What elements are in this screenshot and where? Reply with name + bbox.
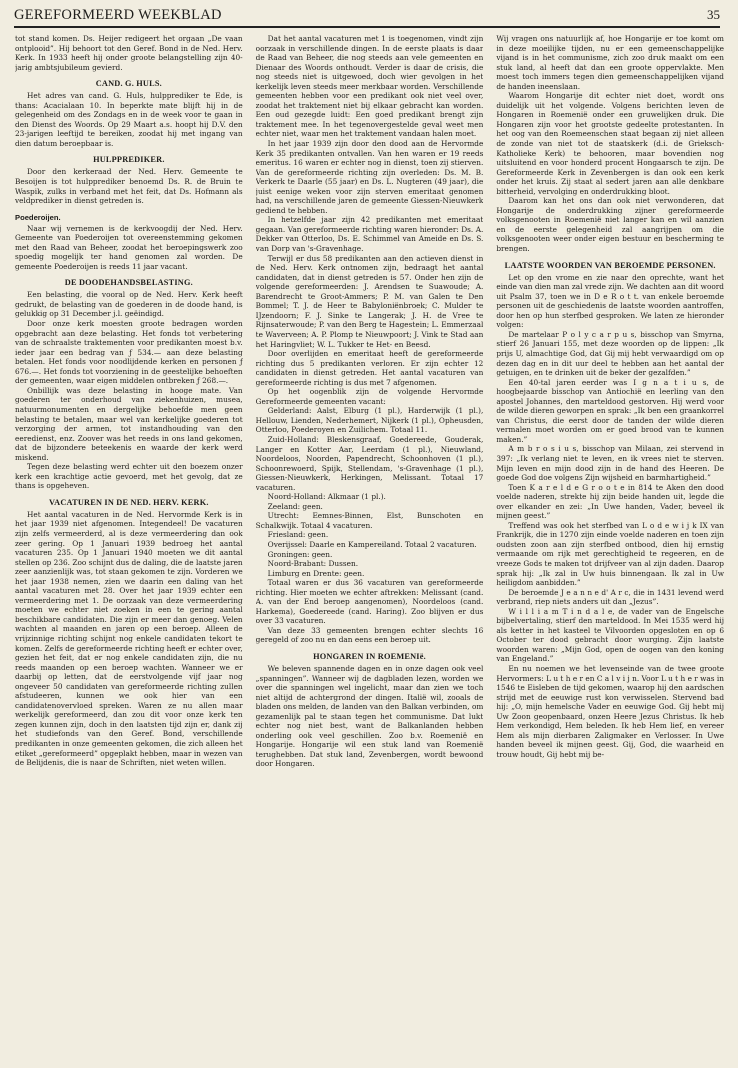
paragraph: Onbillijk was deze belasting in hooge mate. Van goederen ter onderhoud van ziekenhuizen, musea, natuurmonumenten en dergelijke behoefde men geen belasting te betalen, maar wel van kerkelijke goederen tot verzorging der armen, tot instandhouding van den eeredienst, enz. Zoover was het reeds in ons land gekomen, dat de bijzondere beteekenis en waarde der kerk werd miskend. bbox=[15, 385, 243, 462]
paragraph: Terwijl er dus 58 predikanten aan den actieven dienst in de Ned. Herv. Kerk ontnomen zijn, bedraagt het aantal candidaten, dat in dienst getreden is 57. Onder hen zijn de volgende gereformeerden: J. Arendsen te Suawoude; A. Barendrecht te Groot-Ammers; P. M. van Galen te Den Bommel; T. J. de Heer te Babyloniënbroek; C. Mulder te IJzendoorn; F. J. Sinke te Langerak; J. H. de Vree te Rijnsaterwoude; P. van den Berg te Hagestein; L. Emmerzaal te Waverveen; A. P. Plomp te Nieuwpoort; J. Vink te Stad aan het Haringvliet; W. L. Tukker te Het- en Beesd. bbox=[255, 253, 484, 349]
paragraph: Let op den vrome en zie naar den oprechte, want het einde van dien man zal vrede zijn. We dachten aan dit woord uit Psalm 37, toen we in D e R o t t. van enkele beroemde personen uit de geschiedenis de laatste woorden aantroffen, door hen op hun sterfbed gesproken. We laten ze hieronder volgen: bbox=[496, 272, 725, 330]
paragraph: Zeeland: geen. bbox=[267, 501, 323, 511]
section-subheading: Poederoijen. bbox=[15, 212, 61, 222]
paragraph: Naar wij vernemen is de kerkvoogdij der Ned. Herv. Gemeente van Poederoijen tot overeenstemming gekomen met den Raad van Beheer, zoodat het beroepingswerk zoo spoedig mogelijk ter hand genomen zal worden. De gemeente Poederoijen is reeds 11 jaar vacant. bbox=[15, 223, 243, 271]
paragraph: Overijssel: Daarle en Kampereiland. Totaal 2 vacaturen. bbox=[267, 539, 477, 549]
section-heading: HULPPREDIKER. bbox=[93, 155, 165, 165]
paragraph: Een 40-tal jaren eerder was I g n a t i u s, de hoogbejaarde bisschop van Antiochië en leerling van den apostel Johannes, den marteldood gestorven. Hij werd voor de wilde dieren geworpen en sprak: „Ik ben een graankorrel van Christus, die eerst door de tanden der wilde dieren vermalen moet worden om er goed brood van te kunnen maken.” bbox=[496, 377, 725, 444]
section-heading: HONGAREN IN ROEMENIë. bbox=[313, 652, 426, 661]
paragraph: Friesland: geen. bbox=[267, 530, 329, 540]
paragraph: En nu noemen we het levenseinde van de twee groote Hervormers: L u t h e r en C a l v i j n. Voor L u t h e r was in 1546 te Eisleben de tijd gekomen, waarop hij den aardschen strijd met de eeuwige rust kon verwisselen. Stervend bad hij: „O, mijn hemelsche Vader en eeuwige God. Gij hebt mij Uw Zoon geopenbaard, onzen Heere Jezus Christus. Ik heb Hem verkondigd, Hem beleden. Ik heb Hem lief, en vereer Hem als mijn dierbaren Zaligmaker en Verlosser. In Uwe handen beveel ik mijnen geest. Gij, God, die waarheid en trouw houdt, Gij hebt mij be- bbox=[496, 664, 725, 759]
paragraph: Wij vragen ons natuurlijk af, hoe Hongarije er toe komt om in deze moeilijke tijden, nu er een gemeenschappelijke vijand is in het communisme, zich zoo druk maakt om een stuk land, al heeft dat dan een groote oppervlakte. Men moest toch immers tegen dien gemeenschappelijken vijand de handen ineenslaan. bbox=[496, 34, 725, 91]
paragraph: We beleven spannende dagen en in onze dagen ook veel „spanningen”. Wanneer wij de dagbladen lezen, worden we over die spanningen wel ingelicht, maar dan zien we toch niet altijd de achtergrond der dingen. Italië wil, zooals de bladen ons melden, de landen van den Balkan verbinden, om gezamenlijk pal te staan tegen het communisme. Dat lukt echter nog niet best, want de Balkanlanden hebben onderling ook veel geschillen. Zoo b.v. Roemenië en Hongarije. Hongarije wil een stuk land van Roemenië terughebben. Dat stuk land, Zevenbergen, wordt bewoond door Hongaren. bbox=[255, 664, 484, 769]
paragraph: Noord-Brabant: Dussen. bbox=[267, 559, 359, 569]
paragraph: Dat het aantal vacaturen met 1 is toegenomen, vindt zijn oorzaak in verschillende dingen. In de eerste plaats is daar de Raad van Beheer, die nog steeds aan vele gemeenten en Dienaar des Woords onthoudt. Verder is daar de crisis, die nog steeds niet is uitgewoed, doch wier gevolgen in het kerkelijk leven steeds meer merkbaar worden. Verschillende gemeenten hebben voor een predikant ook niet veel over, zoodat het traktement niet bij elkaar gebracht kan worden. Een oud gezegde luidt: Een goed predikant brengt zijn traktement mee. In het tegenovergestelde geval weet men echter niet, waar men het traktement vandaan halen moet. bbox=[255, 34, 484, 139]
paragraph: Utrecht: Eemnes-Binnen, Elst, Bunschoten en Schalkwijk. Totaal 4 vacaturen. bbox=[255, 511, 484, 530]
paragraph: Groningen: geen. bbox=[267, 549, 333, 559]
paragraph: Tegen deze belasting werd echter uit den boezem onzer kerk een krachtige actie gevoerd, met het gevolg, dat ze thans is opgeheven. bbox=[15, 462, 243, 491]
paragraph: Treffend was ook het sterfbed van L o d e w i j k IX van Frankrijk, die in 1270 zijn einde voelde naderen en toen zijn oudsten zoon aan zijn sterfbed ontbood, dien hij ernstig vermaande om rijk met gerechtigheid te regeeren, en de vreeze Gods te maken tot drijfveer van al zijn daden. Daarop sprak hij: „Ik zal in Uw huis binnengaan. Ik zal in Uw heiligdom aanbidden.” bbox=[496, 520, 725, 588]
section-heading: CAND. G. HULS. bbox=[95, 79, 162, 89]
paragraph: Zuid-Holland: Bleskensgraaf, Goedereede, Gouderak, Langer en Kotter Aar, Leerdam (1 pl.), Nieuwland, Noordeloos, Noorden, Papendrecht, Schoonhoven (1 pl.), Schoonrewoerd, Spijk, Stellendam, 's-Gravenhage (1 pl.), Giessen-Nieuwkerk, Herkingen, Melissant. Totaal 17 vacaturen. bbox=[255, 434, 484, 492]
paragraph: Van deze 33 gemeenten brengen echter slechts 16 geregeld of zoo nu en dan eens een beroep uit. bbox=[255, 625, 484, 645]
paragraph: Totaal waren er dus 36 vacaturen van gereformeerde richting. Hier moeten we echter aftrekken: Melissant (cand. A. van der End beroep aangenomen), Noordeloos (cand. Harkema), Goedereede (cand. Haring). Zoo blijven er dus over 33 vacaturen. bbox=[255, 578, 484, 626]
page-number: 35 bbox=[707, 7, 720, 22]
column-1 bbox=[15, 34, 243, 1058]
paragraph: Door overlijden en emeritaat heeft de gereformeerde richting dus 5 predikanten verloren. Er zijn echter 12 candidaten in dienst getreden. Het aantal vacaturen van gereformeerde richting is dus met 7 afgenomen. bbox=[255, 349, 484, 387]
section-heading: DE DOODEHANDSBELASTING. bbox=[64, 278, 193, 288]
section-heading: LAATSTE WOORDEN VAN BEROEMDE PERSONEN. bbox=[504, 260, 716, 270]
paragraph: In hetzelfde jaar zijn 42 predikanten met emeritaat gegaan. Van gereformeerde richting waren hieronder: Ds. A. Dekker van Otterloo, Ds. E. Schimmel van Ameide en Ds. S. van Dorp van 's-Gravenhage. bbox=[255, 215, 484, 254]
paragraph: Een belasting, die vooral op de Ned. Herv. Kerk heeft gedrukt, de belasting van de goederen in de doode hand, is gelukkig op 31 December j.l. geëindigd. bbox=[15, 290, 243, 319]
paragraph: De martelaar P o l y c a r p u s, bisschop van Smyrna, stierf 26 Januari 155, met deze woorden op de lippen: „Ik prijs U, almachtige God, dat Gij mij hebt verwaardigd om op dezen dag en in dit uur deel te hebben aan het aantal der getuigen, en te drinken uit de beker der gezalfden.” bbox=[496, 329, 725, 378]
column-3 bbox=[496, 34, 724, 1058]
section-heading: VACATUREN IN DE NED. HERV. KERK. bbox=[49, 497, 209, 507]
paragraph: Waarom Hongarije dit echter niet doet, wordt ons duidelijk uit het volgende. Volgens berichten leven de Hongaren in Roemenië onder een gruwelijken druk. Die Hongaren zijn voor het grootste gedeelte protestanten. In het oog van den Roemeenschen staat begaan zij niet alleen de zonde van niet tot de staatskerk (d.i. de Grieksch-Katholieke Kerk) te behooren, maar bovendien nog uitsluitend en voor honderd procent Hongaarsch te zijn. De Gereformeerde Kerk in Zevenbergen is dan ook een kerk onder het kruis. Zij staat al sedert jaren aan alle denkbare bitterheid, vervolging en onderdrukking bloot. bbox=[496, 91, 725, 196]
paragraph: De beroemde J e a n n e d' A r c, die in 1431 levend werd verbrand, riep niets anders uit dan „Jezus”. bbox=[496, 587, 725, 607]
paragraph: In het jaar 1939 zijn door den dood aan de Hervormde Kerk 35 predikanten ontvallen. Van hen waren er 19 reeds emeritus. 16 waren er echter nog in dienst, toen zij stierven. Van de gereformeerde richting zijn overleden: Ds. M. B. Verkerk te Daarle (55 jaar) en Ds. L. Nugteren (49 jaar), die juist eenige weken voor zijn sterven emeritaat genomen had, na verschillende jaren de gemeente Giessen-Nieuwkerk gediend te hebben. bbox=[255, 139, 484, 215]
paragraph: Het adres van cand. G. Huls, hulpprediker te Ede, is thans: Acacialaan 10. In beperkte mate blijft hij in de gelegenheid om des Zondags en in de week voor te gaan in den Dienst des Woords. Op 29 Maart a.s. hoopt hij D.V. den 23-jarigen leeftijd te bereiken, zoodat hij met ingang van dien datum beroepbaar is. bbox=[15, 91, 243, 148]
paragraph: W i l l i a m T i n d a l e, de vader van de Engelsche bijbelvertaling, stierf den marteldood. In Mei 1535 werd hij als ketter in het kasteel te Vilvoorden opgesloten en op 6 October ter dood gebracht door wurging. Zijn laatste woorden waren: „Mijn God, open de oogen van den koning van Engeland.” bbox=[496, 606, 725, 664]
publication-title: GEREFORMEERD WEEKBLAD bbox=[14, 6, 222, 23]
paragraph: Daarom kan het ons dan ook niet verwonderen, dat Hongarije de onderdrukking zijner gereformeerde volksgenooten in Roemenië niet langer kan en wil aanzien en de eerste gelegenheid zal aangrijpen om die volksgenooten weer onder eigen bestuur en bescherming te brengen. bbox=[496, 196, 725, 254]
paragraph: Noord-Holland: Alkmaar (1 pl.). bbox=[267, 492, 386, 502]
column-2 bbox=[256, 34, 484, 1058]
paragraph: Op het oogenblik zijn de volgende Hervormde Gereformeerde gemeenten vacant: bbox=[255, 387, 484, 406]
paragraph: tot stand komen. Ds. Heijer redigeert het orgaan „De vaan ontplooid”. Hij behoort tot den Geref. Bond in de Ned. Herv. Kerk. In 1933 heeft hij onder groote belangstelling zijn 40-jarig ambtsjubileum gevierd. bbox=[15, 34, 243, 72]
page-header bbox=[14, 4, 720, 28]
paragraph: Toen K a r e l d e G r o o t e in 814 te Aken den dood voelde naderen, strekte hij zijn beide handen uit, legde die over elkander en zei: „In Uwe handen, Vader, beveel ik mijnen geest.” bbox=[496, 482, 725, 521]
paragraph: Het aantal vacaturen in de Ned. Hervormde Kerk is in het jaar 1939 niet afgenomen. Integendeel! De vacaturen zijn zelfs vermeerderd, al is deze vermeerdering dan ook zeer gering. Op 1 Januari 1939 bedroeg het aantal vacaturen 235. Op 1 Januari 1940 moeten we dit aantal stellen op 236. Zoo schijnt dus de daling, die de laatste jaren zeer aanzienlijk was, tot staan gekomen te zijn. Vorderen we het jaar 1938 nemen, zien we daarin een daling van het aantal vacaturen met 28. Over het jaar 1939 echter een vermeerdering met 1. De oorzaak van deze vermeerdering moeten we echter niet zoeken in een te gering aantal beschikbare candidaten. Die zijn er meer dan genoeg. Velen wachten al maanden en jaren op een beroep. Alleen de vrijzinnige richting schijnt nog enkele candidaten tekort te komen. Zelfs de gereformeerde richting heeft er echter over, gezien het feit, dat er nog enkele candidaten zijn, die nu reeds maanden op een beroep wachten. Wanneer we er daarbij op letten, dat de eerstvolgende vijf jaar nog ongeveer 50 candidaten van gereformeerde richting zullen afstudeeren, kunnen we ook hier van een candidatenovervloed spreken. Waren ze nu allen maar werkelijk gereformeerd, dan zou dit voor onze kerk ten zegen kunnen zijn, doch in den laatsten tijd zijn er, dank zij het studiefonds van den Geref. Bond, verschillende predikanten in onze gemeenten gekomen, die zich alleen het etiket „gereformeerd” opgeplakt hebben, maar in wezen van de Belijdenis, die is naar de Schriften, niet weten willen. bbox=[15, 509, 243, 768]
paragraph: Door den kerkeraad der Ned. Herv. Gemeente te Besoijen is tot hulpprediker benoemd Ds. R. de Bruin te Waspik, zulks in verband met het feit, dat Ds. Hofmann als veldprediker in dienst getreden is. bbox=[15, 167, 243, 206]
paragraph: Limburg en Drente: geen. bbox=[267, 568, 365, 578]
paragraph: Door onze kerk moesten groote bedragen worden opgebracht aan deze belasting. Het fonds tot verbetering van de schraalste traktementen voor predikanten moest b.v. ieder jaar een bedrag van ƒ 534.— aan deze belasting betalen. Het fonds voor noodlijdende kerken en personen ƒ 676.—. Het fonds tot voorziening in de geestelijke behoeften der gemeenten, waar eigen middelen ontbreken ƒ 268.—. bbox=[15, 319, 243, 386]
paragraph: Gelderland: Aalst, Elburg (1 pl.), Harderwijk (1 pl.), Hellouw, Lienden, Nederhemert, Nijkerk (1 pl.), Opheusden, Otterloo, Poederoyen en Zuilichem. Totaal 11. bbox=[255, 406, 484, 435]
paragraph: A m b r o s i u s, bisschop van Milaan, zei stervend in 397: „Ik verlang niet te leven, en ik vrees niet te sterven. Mijn leven en mijn dood zijn in de hand des Heeren. De goede God doe volgens Zijn wijsheid en barmhartigheid.” bbox=[496, 444, 725, 483]
